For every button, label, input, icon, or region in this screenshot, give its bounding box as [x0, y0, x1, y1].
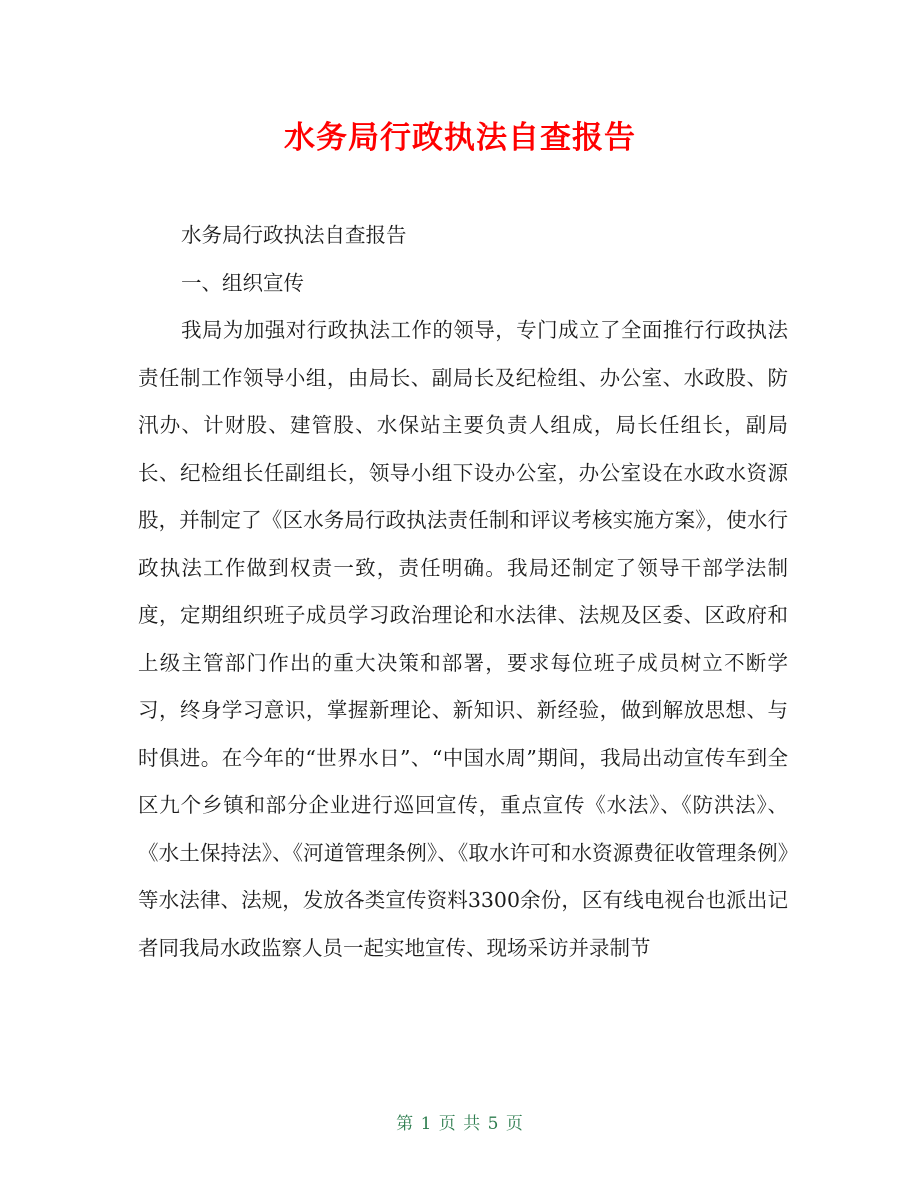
page-indicator: 第 1 页 共 5 页: [396, 1114, 524, 1134]
document-subtitle: 水务局行政执法自查报告: [181, 223, 407, 247]
document-body: [138, 212, 788, 972]
body-paragraph: 我局为加强对行政执法工作的领导，专门成立了全面推行行政执法责任制工作领导小组，由局长、副局长及纪检组、办公室、水政股、防汛办、计财股、建管股、水保站主要负责人组成，局长任组长，副局长、纪检组长任副组长，领导小组下设办公室，办公室设在水政水资源股，并制定了《区水务局行政执法责任制和评议考核实施方案》，使水行政执法工作做到权责一致，责任明确。我局还制定了领导干部学法制度，定期组织班子成员学习政治理论和水法律、法规及区委、区政府和上级主管部门作出的重大决策和部署，要求每位班子成员树立不断学习，终身学习意识，掌握新理论、新知识、新经验，做到解放思想、与时俱进。在今年的“世界水日”、“中国水周”期间，我局出动宣传车到全区九个乡镇和部分企业进行巡回宣传，重点宣传《水法》、《防洪法》、《水土保持法》、《河道管理条例》、《取水许可和水资源费征收管理条例》等水法律、法规，发放各类宣传资料3300余份，区有线电视台也派出记者同我局水政监察人员一起实地宣传、现场采访并录制节: [138, 318, 788, 960]
section-heading: 一、组织宣传: [181, 270, 304, 295]
document-title: 水务局行政执法自查报告: [284, 120, 636, 156]
